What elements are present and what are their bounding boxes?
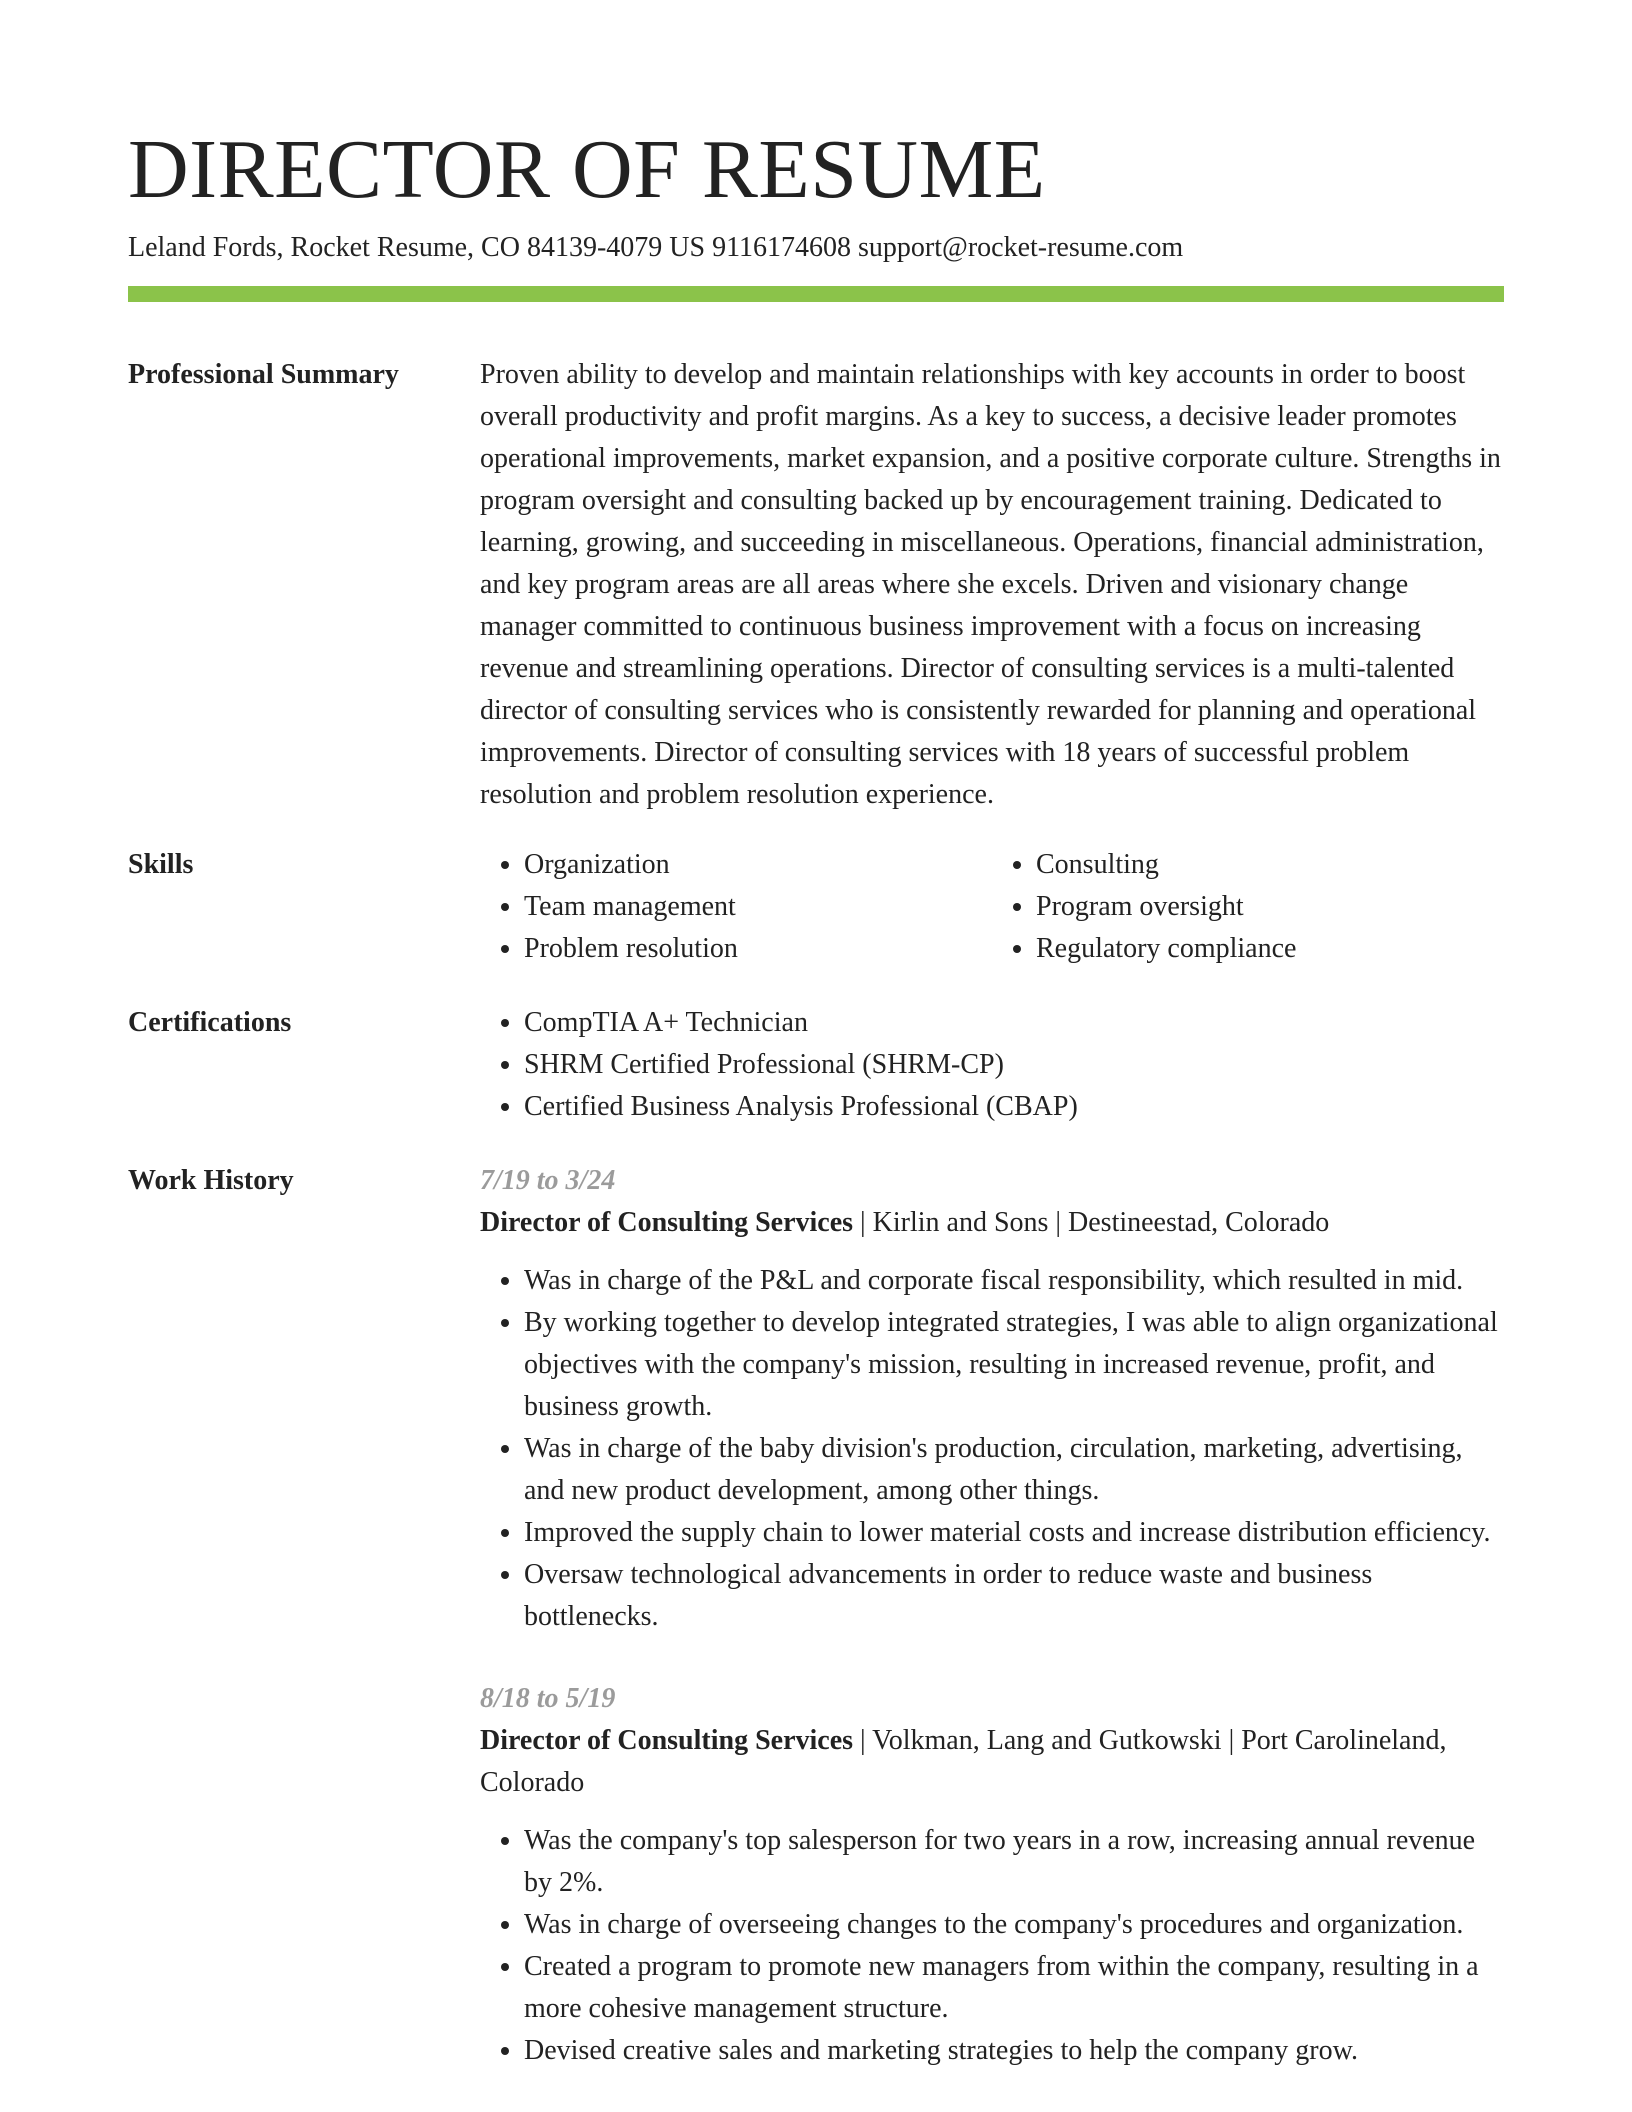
- certifications-body: [480, 1002, 1504, 1128]
- certifications-section: [128, 1002, 1504, 1128]
- job-title: Director of Consulting Services: [480, 1207, 854, 1238]
- job-bullet: • By working together to develop integrated strategies, I was able to align organizational objectives with the company's mission, resulting in increased revenue, profit, and business growth.: [524, 1302, 1504, 1428]
- certification-item: • Certified Business Analysis Professional (CBAP): [524, 1086, 1504, 1128]
- contact-line: [128, 228, 1504, 268]
- job-entry: [480, 1160, 1504, 1638]
- resume-page: [128, 120, 1504, 2112]
- job-bullets: [480, 1820, 1504, 2072]
- work-history-body: [480, 1160, 1504, 2112]
- contact-address: Leland Fords, Rocket Resume, CO 84139-4079 US: [128, 232, 706, 263]
- job-bullet: • Devised creative sales and marketing strategies to help the company grow.: [524, 2030, 1504, 2072]
- resume-name: DIRECTOR OF RESUME: [128, 123, 1046, 216]
- skills-section: [128, 844, 1504, 970]
- skill-item: • Consulting: [1036, 844, 1504, 886]
- job-bullet: • Was in charge of the baby division's production, circulation, marketing, advertising, and new product development, among other things.: [524, 1428, 1504, 1512]
- job-dates: 7/19 to 3/24: [480, 1165, 616, 1196]
- job-bullet: • Oversaw technological advancements in order to reduce waste and business bottlenecks.: [524, 1554, 1504, 1638]
- work-history-heading: Work History: [128, 1165, 294, 1196]
- job-entry: [480, 1678, 1504, 2072]
- job-bullets: [480, 1260, 1504, 1638]
- skills-column-2: [992, 844, 1504, 970]
- certifications-heading: Certifications: [128, 1007, 292, 1038]
- summary-section: [128, 354, 1504, 816]
- job-title: Director of Consulting Services: [480, 1725, 854, 1756]
- contact-email: support@rocket-resume.com: [858, 232, 1184, 263]
- skills-column-1: [480, 844, 992, 970]
- header-divider: [128, 286, 1504, 302]
- certifications-list: [480, 1002, 1504, 1128]
- job-heading: [480, 1720, 1504, 1804]
- job-bullet: • Created a program to promote new managers from within the company, resulting in a more cohesive management structure.: [524, 1946, 1504, 2030]
- contact-phone: 9116174608: [712, 232, 852, 263]
- skill-item: • Program oversight: [1036, 886, 1504, 928]
- job-details: | Kirlin and Sons | Destineestad, Colorado: [853, 1207, 1330, 1238]
- skills-body: [480, 844, 1504, 970]
- skill-item: • Problem resolution: [524, 928, 992, 970]
- summary-heading: Professional Summary: [128, 359, 399, 390]
- skill-item: • Regulatory compliance: [1036, 928, 1504, 970]
- job-heading: [480, 1202, 1504, 1244]
- job-bullet: • Was in charge of overseeing changes to the company's procedures and organization.: [524, 1904, 1504, 1946]
- certification-item: • SHRM Certified Professional (SHRM-CP): [524, 1044, 1504, 1086]
- summary-body: [480, 354, 1504, 816]
- skill-item: • Team management: [524, 886, 992, 928]
- work-history-section: [128, 1160, 1504, 2112]
- skills-grid: [480, 844, 1504, 970]
- job-bullet: • Was the company's top salesperson for two years in a row, increasing annual revenue by 2%.: [524, 1820, 1504, 1904]
- summary-text: Proven ability to develop and maintain relationships with key accounts in order to boost overall productivity and profit margins. As a key to success, a decisive leader promotes operational improvements, market expansion, and a positive corporate culture. Strengths in program oversight and consulting backed up by encouragement training. Dedicated to learning, growing, and succeeding in miscellaneous. Operations, financial administration, and key program areas are all areas where she excels. Driven and visionary change manager committed to continuous business improvement with a focus on increasing revenue and streamlining operations. Director of consulting services is a multi-talented director of consulting services who is consistently rewarded for planning and operational improvements. Director of consulting services with 18 years of successful problem resolution and problem resolution experience.: [480, 359, 1501, 810]
- job-details: | Volkman, Lang and Gutkowski | Port Carolineland, Colorado: [480, 1725, 1447, 1798]
- certification-item: • CompTIA A+ Technician: [524, 1002, 1504, 1044]
- skill-item: • Organization: [524, 844, 992, 886]
- skills-heading: Skills: [128, 849, 194, 880]
- job-bullet: • Improved the supply chain to lower material costs and increase distribution efficiency.: [524, 1512, 1504, 1554]
- job-dates: 8/18 to 5/19: [480, 1683, 616, 1714]
- job-bullet: • Was in charge of the P&L and corporate fiscal responsibility, which resulted in mid.: [524, 1260, 1504, 1302]
